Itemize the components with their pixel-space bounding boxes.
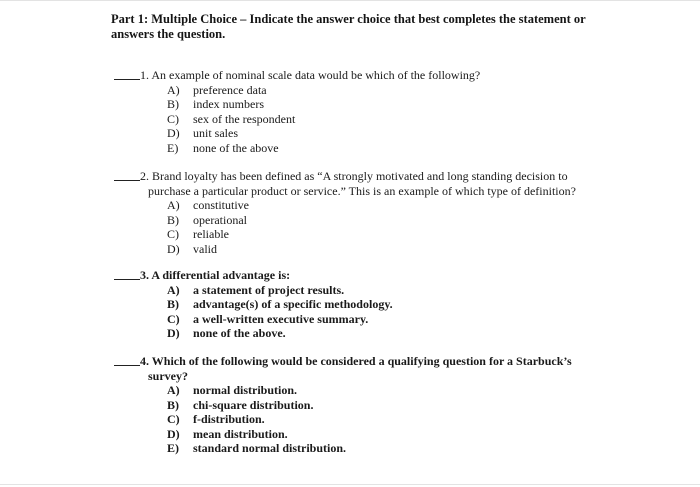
question-stem-continued: purchase a particular product or service.” This is an example of which type of definition? xyxy=(148,183,576,198)
choice-b: B) advantage(s) of a specific methodology. xyxy=(167,297,393,311)
question-stem: 3. A differential advantage is: xyxy=(140,268,291,282)
choice-a: A) normal distribution. xyxy=(167,383,298,397)
question-3 xyxy=(114,268,393,341)
choice-e: E) standard normal distribution. xyxy=(167,441,347,455)
answer-blank[interactable] xyxy=(114,268,140,280)
question-2 xyxy=(114,169,576,256)
choice-e: E) none of the above xyxy=(167,140,279,155)
page-title: Part 1: Multiple Choice – Indicate the answer choice that best completes the statement or answers the question. xyxy=(111,12,586,41)
choice-b: B) chi-square distribution. xyxy=(167,397,314,412)
question-stem-continued: survey? xyxy=(148,368,188,383)
question-1 xyxy=(114,68,480,155)
answer-blank[interactable] xyxy=(114,68,140,80)
choice-c: C) reliable xyxy=(167,227,229,241)
question-stem: 1. An example of nominal scale data would be which of the following? xyxy=(140,68,481,82)
choice-d: D) mean distribution. xyxy=(167,426,288,441)
choice-c: C) f-distribution. xyxy=(167,412,265,426)
choice-a: A) a statement of project results. xyxy=(167,282,345,297)
bottom-border xyxy=(0,484,700,485)
choice-a: A) preference data xyxy=(167,82,267,97)
choice-a: A) constitutive xyxy=(167,198,249,212)
choice-d: D) valid xyxy=(167,241,217,256)
choice-list xyxy=(167,198,576,256)
choice-list xyxy=(167,83,480,156)
answer-blank[interactable] xyxy=(114,169,140,181)
choice-b: B) operational xyxy=(167,212,247,227)
choice-list xyxy=(167,383,572,456)
question-4 xyxy=(114,354,572,456)
choice-d: D) none of the above. xyxy=(167,326,286,340)
choice-c: C) sex of the respondent xyxy=(167,111,296,126)
question-stem: 2. Brand loyalty has been defined as “A strongly motivated and long standing decision to xyxy=(140,169,568,183)
question-stem: 4. Which of the following would be considered a qualifying question for a Starbuck’s xyxy=(140,354,572,368)
choice-d: D) unit sales xyxy=(167,126,238,140)
top-border xyxy=(0,0,700,1)
choice-list xyxy=(167,283,393,341)
choice-b: B) index numbers xyxy=(167,97,264,111)
answer-blank[interactable] xyxy=(114,354,140,366)
choice-c: C) a well-written executive summary. xyxy=(167,311,369,326)
